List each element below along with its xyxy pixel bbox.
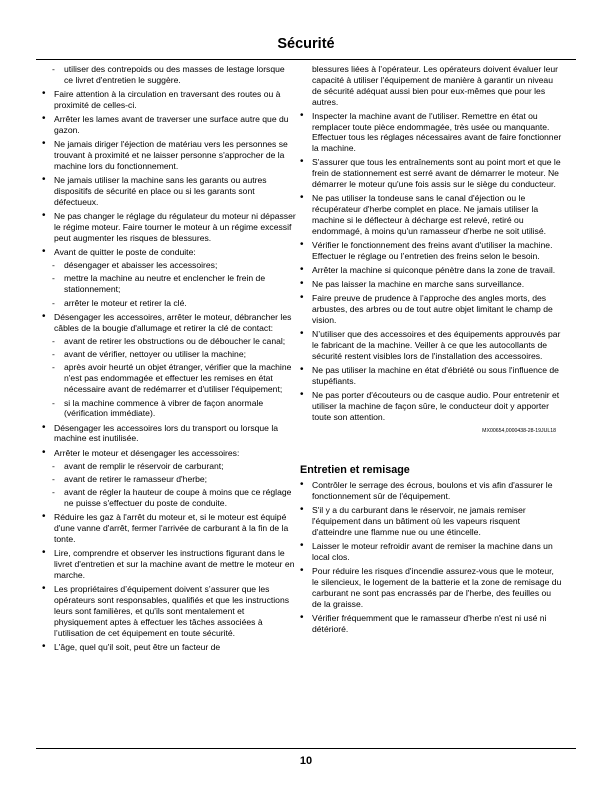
list-item: • Ne jamais utiliser la machine sans les garants ou autres dispositifs de sécurité en place ou si les garants sont défectueux. [42,175,296,208]
reference-code: MX00654,0000438-28-19JUL18 [482,428,556,435]
list-item: • N’utiliser que des accessoires et des équipements approuvés par le fabricant de la machine. Veiller à ce que les autocollants de sécurité restent visibles lors de l'installation des accessoires. [300,329,562,362]
list-item: • Ne pas laisser la machine en marche sans surveillance. [300,279,562,290]
list-item: • Ne pas utiliser la machine en état d'ébriété ou sous l'influence de stupéfiants. [300,365,562,387]
list-item [42,448,296,510]
list-item: • Ne jamais diriger l'éjection de matériau vers les personnes se trouvant à proximité et ne laisser personne s'approcher de la machine lors du fonctionnement. [42,139,296,172]
sub-list-item: - avant de remplir le réservoir de carburant; [42,461,296,472]
list-item: • Pour réduire les risques d'incendie assurez-vous que le moteur, le silencieux, le logement de la batterie et la zone de remisage du carburant ne sont pas encrassés par de l'herbe, des feuilles ou de la graisse. [300,566,562,610]
list-item: • Ne pas changer le réglage du régulateur du moteur ni dépasser le régime moteur. Faire tourner le moteur à un régime excessif peut augmenter les risques de blessures. [42,211,296,244]
sub-list-item: - avant de retirer les obstructions ou de déboucher le canal; [42,336,296,347]
list-item: • Arrêter les lames avant de traverser une surface autre que du gazon. [42,114,296,136]
list-item: • Désengager les accessoires lors du transport ou lorsque la machine est inutilisée. [42,423,296,445]
header-divider [36,59,576,60]
sub-list-item: - avant de vérifier, nettoyer ou utiliser la machine; [42,349,296,360]
list-item-text: Arrêter le moteur et désengager les accessoires: [54,447,240,458]
list-item: • Ne pas porter d'écouteurs ou de casque audio. Pour entretenir et utiliser la machine de façon sûre, le conducteur doit y apporter toute son attention. [300,390,562,423]
list-item: • Contrôler le serrage des écrous, boulons et vis afin d'assurer le fonctionnement sûr de l'équipement. [300,480,562,502]
sub-list-item: - mettre la machine au neutre et enclencher le frein de stationnement; [42,273,296,295]
sub-list-item: - arrêter le moteur et retirer la clé. [42,298,296,309]
footer-divider [36,748,576,749]
section-title: Entretien et remisage [300,463,410,476]
list-item: • L'âge, quel qu'il soit, peut être un facteur de [42,642,296,653]
list-item-text: Avant de quitter le poste de conduite: [54,246,196,257]
list-item [42,247,296,309]
sub-list-item: - avant de retirer le ramasseur d'herbe; [42,474,296,485]
maintenance-list [300,480,562,635]
sub-list [42,336,296,420]
list-item-dash: - utiliser des contrepoids ou des masses de lestage lorsque ce livret d'entretien le suggère. [42,64,296,86]
sub-list-item: - désengager et abaisser les accessoires; [42,260,296,271]
list-item: • Réduire les gaz à l'arrêt du moteur et, si le moteur est équipé d'une vanne d'arrêt, fermer l'arrivée de carburant à la fin de la tonte. [42,512,296,545]
list-item: • S'il y a du carburant dans le réservoir, ne jamais remiser l'équipement dans un bâtiment où les vapeurs risquent d'atteindre une flamme nue ou une étincelle. [300,505,562,538]
right-column [300,64,562,638]
safety-list-left [42,64,296,653]
list-item: • Ne pas utiliser la tondeuse sans le canal d'éjection ou le récupérateur d'herbe complet en place. Ne jamais utiliser la machine si le déflecteur à décharge est relevé, retiré ou endommagé, à moins qu'un ramasseur d'herbe ne soit utilisé. [300,193,562,237]
list-item: • Arrêter la machine si quiconque pénètre dans la zone de travail. [300,265,562,276]
sub-list-item: - si la machine commence à vibrer de façon anormale (vérification immédiate). [42,398,296,420]
list-item: • Laisser le moteur refroidir avant de remiser la machine dans un local clos. [300,541,562,563]
list-item: • Faire preuve de prudence à l’approche des angles morts, des arbustes, des arbres ou de tout autre objet limitant le champ de vision. [300,293,562,326]
list-item: • S'assurer que tous les entraînements sont au point mort et que le frein de stationnement est serré avant de démarrer le moteur. Ne démarrer le moteur qu'une fois assis sur le siège du conducteur. [300,157,562,190]
continued-paragraph: blessures liées à l’opérateur. Les opérateurs doivent évaluer leur capacité à utiliser l'équipement de manière à garantir un niveau de sécurité adéquat aussi bien pour eux-mêmes que pour les autres. [312,64,559,107]
list-item-text: Désengager les accessoires, arrêter le moteur, débrancher les câbles de la bougie d'allumage et retirer la clé de contact: [54,311,292,333]
sub-list-item: - après avoir heurté un objet étranger, vérifier que la machine n'est pas endommagée et effectuer les remises en état nécessaire avant de redémarrer et d'utiliser l'équipement; [42,362,296,395]
page-number: 10 [299,755,313,767]
list-item: • Lire, comprendre et observer les instructions figurant dans le livret d'entretien et sur la machine avant de mettre le moteur en marche. [42,548,296,581]
page-title: Sécurité [277,36,335,52]
list-item [42,312,296,420]
sub-list [42,260,296,308]
list-item: • Faire attention à la circulation en traversant des routes ou à proximité de celles-ci. [42,89,296,111]
sub-list [42,461,296,509]
list-item: • Vérifier le fonctionnement des freins avant d'utiliser la machine. Effectuer le réglage ou l’entretien des freins selon le besoin. [300,240,562,262]
sub-list-item: - avant de régler la hauteur de coupe à moins que ce réglage ne puisse s'effectuer du poste de conduite. [42,487,296,509]
list-item: • Les propriétaires d’équipement doivent s’assurer que les opérateurs sont responsables, qualifiés et que les instructions leurs sont familières, et qu'ils sont mentalement et physiquement aptes à effectuer les tâches associées à l’utilisation de cet équipement en toute sécurité. [42,584,296,639]
list-item: • Inspecter la machine avant de l'utiliser. Remettre en état ou remplacer toute pièce endommagée, très usée ou manquante. Effectuer tous les réglages nécessaires avant de faire fonctionner la machine. [300,111,562,155]
left-column [42,64,296,656]
safety-list-right [300,111,562,423]
list-item: • Vérifier fréquemment que le ramasseur d'herbe n'est ni usé ni détérioré. [300,613,562,635]
